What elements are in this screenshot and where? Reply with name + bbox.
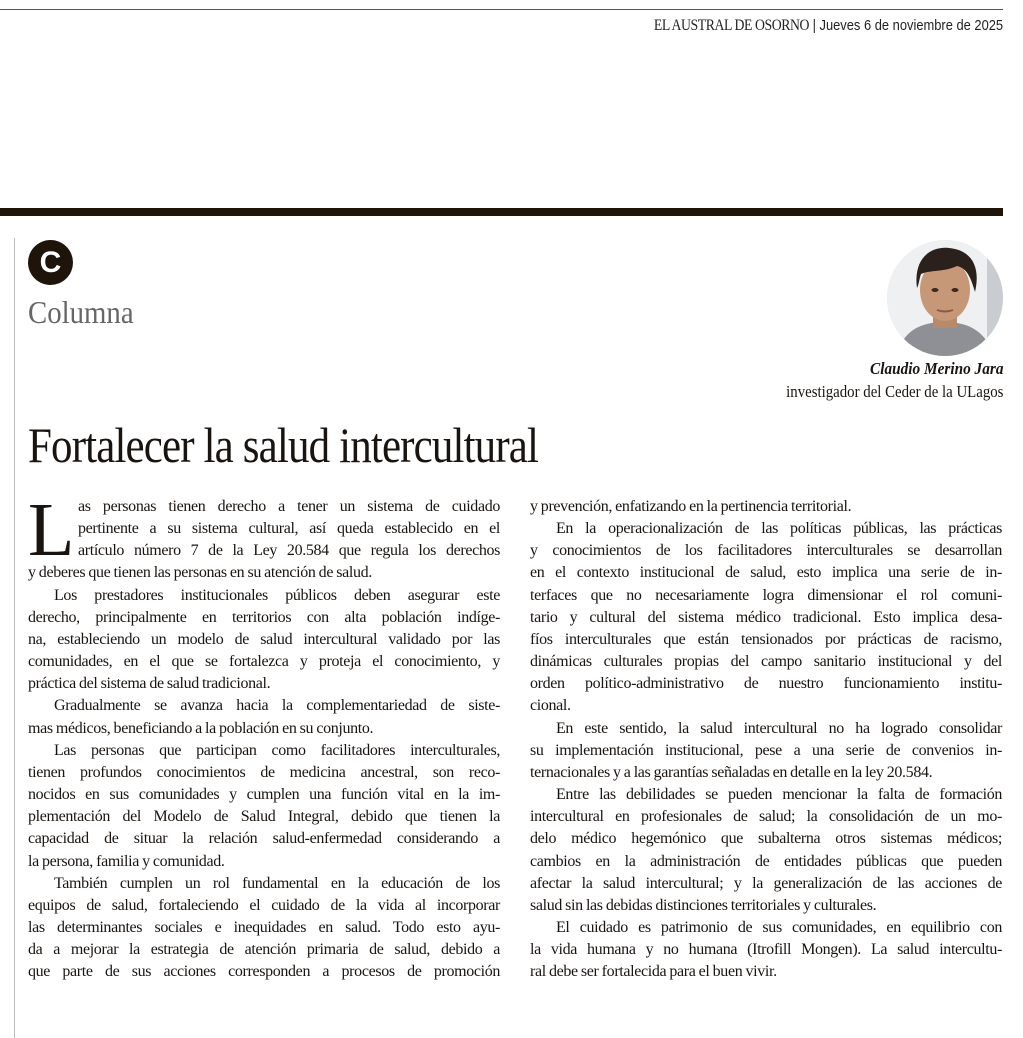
author-byline <box>762 359 1003 402</box>
text-line: En la operacionalización de las políticas públicas, las prácticas <box>556 520 1002 538</box>
column-rule <box>14 238 15 1038</box>
text-line: fíos interculturales que están tensionados por prácticas de racismo, <box>530 630 1002 648</box>
text-line: Entre las debilidades se pueden mencionar la falta de formación <box>556 786 1002 804</box>
text-line: plementación del Modelo de Salud Integral, debido que tienen la <box>28 808 500 826</box>
text-line: tienen profundos conocimientos de medicina ancestral, son reco- <box>28 763 500 781</box>
paragraph <box>28 740 500 873</box>
separator: | <box>812 17 816 34</box>
paragraph <box>530 518 1002 717</box>
drop-cap: L <box>28 488 75 572</box>
paragraph <box>28 585 500 696</box>
paragraph <box>530 496 1002 518</box>
newspaper-name: EL AUSTRAL DE OSORNO <box>653 17 809 34</box>
text-line: afectar la salud intercultural; y la generalización de las acciones de <box>530 874 1002 892</box>
text-line: dinámicas culturales propias del campo sanitario institucional y del <box>530 653 1002 671</box>
text-line: y conocimientos de los facilitadores interculturales se desarrollan <box>530 542 1002 560</box>
text-line: orden político-administrativo de nuestro funcionamiento institu- <box>530 675 1002 693</box>
paragraph <box>530 718 1002 784</box>
text-line: terfaces que no necesariamente logra dimensionar el rol comuni- <box>530 586 1002 604</box>
text-line: El cuidado es patrimonio de sus comunidades, en equilibrio con <box>556 918 1002 936</box>
column-badge-icon: C <box>28 240 73 285</box>
text-line: en el contexto institucional de salud, esto implica una serie de in- <box>530 564 1002 582</box>
text-line: comunidades, en el que se fortalezca y proteja el conocimiento, y <box>28 653 500 671</box>
paragraph <box>530 784 1002 917</box>
text-line: ral debe ser fortalecida para el buen vivir. <box>530 963 777 981</box>
text-line: pertinente a su sistema cultural, así queda establecido en el <box>78 520 500 538</box>
text-line: equipos de salud, fortaleciendo el cuidado de la vida al incorporar <box>28 896 500 914</box>
masthead <box>654 17 1003 35</box>
section-label: Columna <box>28 294 134 330</box>
paragraph <box>28 695 500 739</box>
text-line: derecho, principalmente en territorios con alta población indíge- <box>28 608 500 626</box>
text-line: tario y cultural del sistema médico tradicional. Esto implica desa- <box>530 608 1002 626</box>
text-line: que parte de sus acciones corresponden a procesos de promoción <box>28 963 500 981</box>
text-line: delo médico hegemónico que subalterna otros sistemas médicos; <box>530 830 1002 848</box>
text-line: la persona, familia y comunidad. <box>28 852 225 870</box>
text-line: cional. <box>530 697 571 715</box>
author-photo <box>887 240 1003 356</box>
text-line: da a mejorar la estrategia de atención primaria de salud, debido a <box>28 941 500 959</box>
text-line: cambios en la administración de entidades públicas que pueden <box>530 852 1002 870</box>
paragraph <box>530 917 1002 983</box>
text-line: y prevención, enfatizando en la pertinencia territorial. <box>530 498 852 515</box>
text-line: Gradualmente se avanza hacia la complementariedad de siste- <box>54 697 500 715</box>
text-line: También cumplen un rol fundamental en la educación de los <box>54 874 500 892</box>
text-line: la vida humana y no humana (Itrofill Mongen). La salud intercultu- <box>530 941 1002 959</box>
text-line: práctica del sistema de salud tradicional. <box>28 675 271 693</box>
text-line: y deberes que tienen las personas en su atención de salud. <box>28 564 372 582</box>
top-rule <box>0 9 1003 10</box>
text-line: artículo número 7 de la Ley 20.584 que regula los derechos <box>78 542 500 560</box>
text-line: su implementación institucional, pese a una serie de convenios in- <box>530 741 1002 759</box>
text-line: Los prestadores institucionales públicos deben asegurar este <box>54 586 500 604</box>
text-line: En este sentido, la salud intercultural no ha logrado consolidar <box>556 719 1002 737</box>
text-line: Las personas que participan como facilitadores interculturales, <box>54 741 500 759</box>
text-line: intercultural en profesionales de salud; la consolidación de un mo- <box>530 808 1002 826</box>
text-line: nocidos en sus comunidades y cumplen una función vital en la im- <box>28 786 500 804</box>
text-line: ternacionales y a las garantías señaladas en detalle en la ley 20.584. <box>530 763 933 781</box>
publication-date: Jueves 6 de noviembre de 2025 <box>819 17 1003 34</box>
text-line: salud sin las debidas distinciones territoriales y culturales. <box>530 896 877 914</box>
text-line: las determinantes sociales e inequidades en salud. Todo esto ayu- <box>28 918 500 936</box>
section-bar <box>0 208 1003 216</box>
article-title: Fortalecer la salud intercultural <box>28 417 539 473</box>
paragraph <box>28 488 500 585</box>
text-line: na, estableciendo un modelo de salud intercultural validado por las <box>28 630 500 648</box>
author-role: investigador del Ceder de la ULagos <box>785 382 1003 401</box>
text-line: as personas tienen derecho a tener un sistema de cuidado <box>78 498 500 515</box>
paragraph <box>28 873 500 984</box>
body-column-2 <box>530 496 1002 983</box>
body-column-1 <box>28 488 500 983</box>
author-name: Claudio Merino Jara <box>869 359 1003 378</box>
text-line: capacidad de situar la relación salud-enfermedad considerando a <box>28 830 500 848</box>
text-line: mas médicos, beneficiando a la población en su conjunto. <box>28 719 374 737</box>
